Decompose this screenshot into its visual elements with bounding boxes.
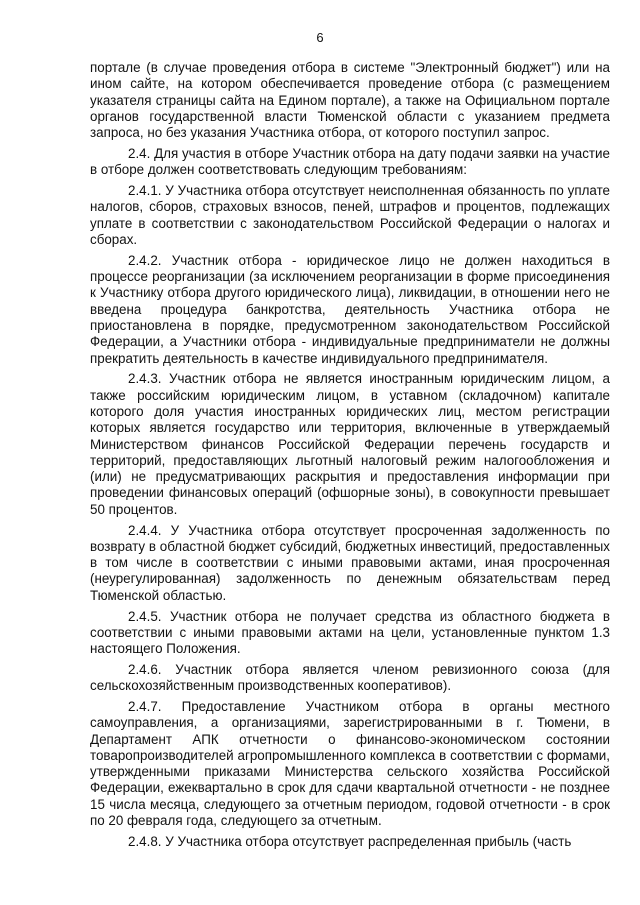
- document-body: [90, 60, 610, 855]
- paragraph-2-4-4: 2.4.4. У Участника отбора отсутствует просроченная задолженность по возврату в областной бюджет субсидий, бюджетных инвестиций, предоставленных в том числе в соответствии с иными правовыми актами, иная просроченная (неурегулированная) задолженность по денежным обязательствам перед Тюменской областью.: [90, 522, 610, 603]
- paragraph-2-4-7: 2.4.7. Предоставление Участником отбора в органы местного самоуправления, а организациями, зарегистрированными в г. Тюмени, в Департамент АПК отчетности о финансово-экономическом состоянии товаропроизводителей агропромышленного комплекса в соответствии с формами, утвержденными приказами Министерства сельского хозяйства Российской Федерации, ежеквартально в срок для сдачи квартальной отчетности - не позднее 15 числа месяца, следующего за отчетным периодом, годовой отчетности - в срок по 20 февраля года, следующего за отчетным.: [90, 698, 610, 829]
- paragraph-2-4-1: 2.4.1. У Участника отбора отсутствует неисполненная обязанность по уплате налогов, сборов, страховых взносов, пеней, штрафов и процентов, подлежащих уплате в соответствии с законодательством Российской Федерации о налогах и сборах.: [90, 183, 610, 247]
- paragraph-2-4-8: 2.4.8. У Участника отбора отсутствует распределенная прибыль (часть: [128, 833, 572, 849]
- paragraph-2-4-5: 2.4.5. Участник отбора не получает средства из областного бюджета в соответствии с иными правовыми актами на цели, установленные пунктом 1.3 настоящего Положения.: [90, 608, 610, 657]
- page-number: 6: [316, 30, 324, 45]
- paragraph-2-4-6: 2.4.6. Участник отбора является членом ревизионного союза (для сельскохозяйственным производственных кооперативов).: [90, 661, 610, 694]
- paragraph-2-4-3: 2.4.3. Участник отбора не является иностранным юридическим лицом, а также российским юридическим лицом, в уставном (складочном) капитале которого доля участия иностранных юридических лиц, местом регистрации которых является государство или территория, включенные в утверждаемый Министерством финансов Российской Федерации перечень государств и территорий, предоставляющих льготный налоговый режим налогообложения и (или) не предусматривающих раскрытия и предоставления информации при проведении финансовых операций (офшорные зоны), в совокупности превышает 50 процентов.: [90, 371, 610, 517]
- paragraph-2-4-2: 2.4.2. Участник отбора - юридическое лицо не должен находиться в процессе реорганизации (за исключением реорганизации в форме присоединения к Участнику отбора другого юридического лица), ликвидации, в отношении него не введена процедура банкротства, деятельность Участника отбора не приостановлена в порядке, предусмотренном законодательством Российской Федерации, а Участники отбора - индивидуальные предприниматели не должны прекратить деятельность в качестве индивидуального предпринимателя.: [90, 252, 610, 366]
- paragraph-continuation: портале (в случае проведения отбора в системе "Электронный бюджет") или на ином сайте, на котором обеспечивается проведение отбора (с размещением указателя страницы сайта на Едином портале), а также на Официальном портале органов государственной власти Тюменской области с указанием предмета запроса, но без указания Участника отбора, от которого поступил запрос.: [90, 60, 610, 141]
- paragraph-2-4: 2.4. Для участия в отборе Участник отбора на дату подачи заявки на участие в отборе должен соответствовать следующим требованиям:: [90, 145, 610, 178]
